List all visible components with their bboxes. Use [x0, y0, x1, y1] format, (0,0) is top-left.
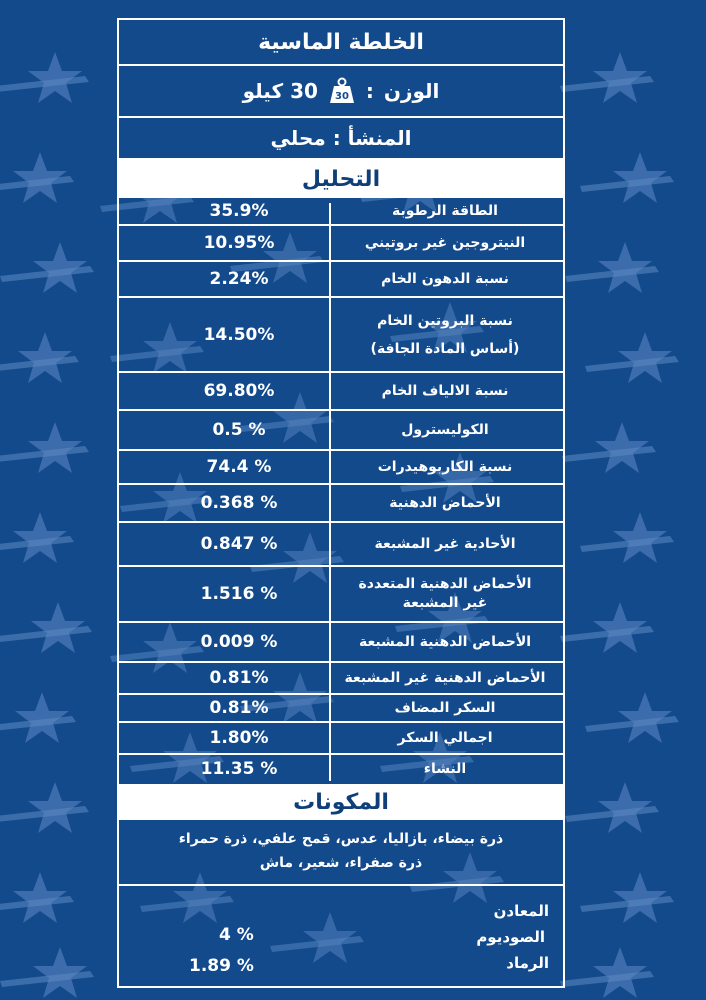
row-label: الأحماض الدهنية المتعددة غير المشبعة	[358, 576, 532, 611]
row-label: الأحادية غير المشبعة	[374, 535, 516, 552]
sodium-value: 4 %	[219, 925, 254, 945]
ash-value: 1.89 %	[189, 956, 254, 976]
weight-icon	[328, 77, 356, 105]
analysis-row	[119, 298, 563, 373]
title-bar	[119, 20, 563, 66]
product-title: الخلطة الماسية	[258, 29, 424, 55]
analysis-row	[119, 723, 563, 755]
analysis-row	[119, 695, 563, 723]
row-value: 1.80%	[209, 728, 269, 748]
ingredients-heading-text: المكونات	[293, 789, 389, 815]
analysis-row	[119, 198, 563, 226]
ingredients-text	[119, 820, 563, 886]
left-star-column	[0, 52, 94, 998]
ingredients-line: ذرة صفراء، شعير، ماش	[259, 855, 423, 871]
right-star-column	[560, 52, 679, 998]
weight-separator: :	[365, 79, 374, 103]
ingredients-line: ذرة بيضاء، بازاليا، عدس، قمح علفي، ذرة حمراء	[178, 831, 504, 848]
origin-text: المنشأ : محلي	[270, 126, 412, 150]
row-value: 0.81%	[209, 668, 269, 688]
product-card	[117, 18, 565, 988]
row-value: 0.368 %	[200, 493, 278, 513]
row-value: 0.847 %	[200, 534, 278, 554]
row-label: نسبة الكاربوهيدرات	[377, 458, 513, 475]
analysis-heading-text: التحليل	[301, 166, 381, 192]
row-label: النشاء	[423, 760, 467, 777]
analysis-row	[119, 226, 563, 262]
row-label: الكوليسترول	[401, 421, 489, 438]
row-label: الأحماض الدهنية غير المشبعة	[344, 669, 546, 686]
row-value: 11.35 %	[200, 759, 278, 779]
row-label: السكر المضاف	[394, 699, 496, 716]
analysis-row	[119, 485, 563, 523]
origin-bar	[119, 118, 563, 160]
analysis-heading	[119, 160, 563, 198]
row-label: النيتروجين غير بروتيني	[364, 234, 526, 251]
row-label: الأحماض الدهنية	[389, 494, 501, 511]
row-label: اجمالي السكر	[397, 729, 493, 746]
row-label: الطاقة الرطوبة	[392, 202, 498, 219]
analysis-row	[119, 451, 563, 485]
row-value: 69.80%	[203, 381, 275, 401]
weight-label: الوزن	[383, 79, 440, 103]
analysis-row	[119, 663, 563, 695]
row-value: 2.24%	[209, 269, 269, 289]
row-value: 10.95%	[203, 233, 275, 253]
row-label: نسبة الدهون الخام	[381, 270, 509, 287]
analysis-row	[119, 523, 563, 567]
weight-bar	[119, 66, 563, 118]
row-value: 0.81%	[209, 698, 269, 718]
row-value: 35.9%	[209, 201, 269, 221]
analysis-row	[119, 623, 563, 663]
analysis-row	[119, 567, 563, 623]
row-label: الأحماض الدهنية المشبعة	[358, 633, 532, 650]
row-label: نسبة البروتين الخام (أساس المادة الجافة)	[370, 312, 520, 357]
analysis-row	[119, 411, 563, 451]
row-value: 74.4 %	[206, 457, 272, 477]
minerals-label: المعادن	[493, 902, 549, 920]
ingredients-heading	[119, 784, 563, 820]
sodium-label: الصوديوم	[476, 928, 545, 946]
analysis-row	[119, 755, 563, 783]
row-label: نسبة الالياف الخام	[381, 382, 509, 399]
ash-label: الرماد	[506, 954, 549, 972]
analysis-row	[119, 373, 563, 411]
weight-icon-number: 30	[334, 91, 349, 102]
row-value: 1.516 %	[200, 584, 278, 604]
row-value: 14.50%	[203, 324, 275, 345]
row-value: 0.5 %	[212, 420, 266, 440]
analysis-row	[119, 262, 563, 298]
weight-value: 30 كيلو	[242, 79, 318, 103]
row-value: 0.009 %	[200, 632, 278, 652]
